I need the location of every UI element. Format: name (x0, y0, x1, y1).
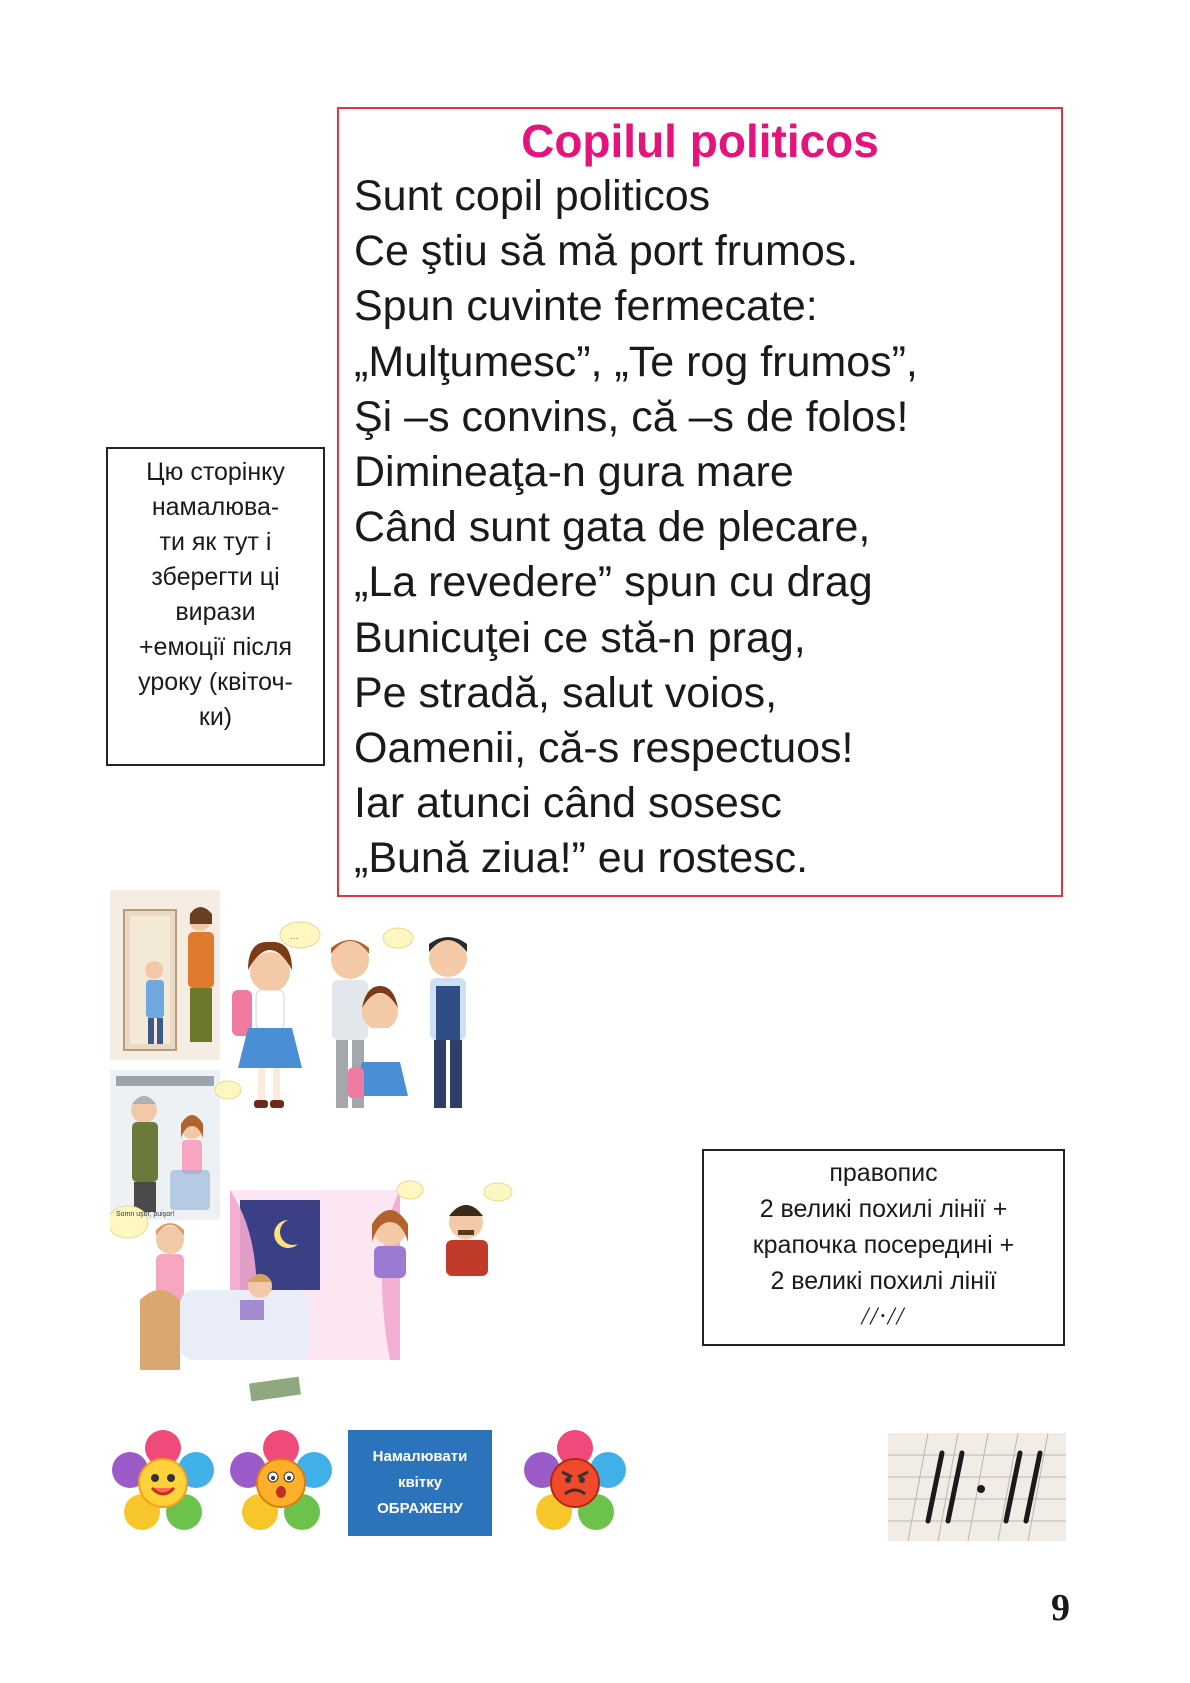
instruction-note (106, 447, 325, 766)
note-line: 2 великі похилі лінії (770, 1267, 997, 1295)
children-politeness-illustration (110, 890, 550, 1410)
poem-line: Pe stradă, salut voios, (354, 668, 778, 717)
poem-line: Când sunt gata de plecare, (354, 503, 871, 552)
surprised-flower-icon (228, 1430, 334, 1536)
note-line: 2 великі похилі лінії + (759, 1195, 1008, 1223)
poem-line: „La revedere” spun cu drag (354, 558, 873, 607)
draw-box-line: Намалювати (372, 1448, 468, 1465)
note-line: зберегти ці (151, 563, 280, 591)
poem-line: Sunt copil politicos (354, 172, 711, 220)
note-line: намалюва- (151, 493, 280, 521)
note-line: правопис (829, 1159, 938, 1187)
angry-flower-icon (522, 1430, 628, 1536)
draw-offended-flower-box (348, 1430, 492, 1536)
note-line: +емоції після (138, 633, 293, 661)
page-number: 9 (1051, 1587, 1070, 1629)
poem-line: Oamenii, că-s respectuos! (354, 724, 854, 773)
doorway-scene (110, 890, 220, 1060)
bubble-text: Somn uşor, puişor! (116, 1211, 175, 1218)
draw-box-line: квітку (397, 1474, 443, 1491)
note-line: крапочка посередині + (752, 1231, 1015, 1259)
note-line: ки) (198, 703, 233, 731)
note-line: уроку (квіточ- (138, 668, 293, 696)
poem-line: Spun cuvinte fermecate: (354, 282, 818, 331)
poem-line: Ce ştiu să mă port frumos. (354, 227, 859, 276)
poem-line: Iar atunci când sosesc (354, 779, 782, 828)
quote-glyph-sample: //·// (861, 1303, 906, 1330)
happy-flower-icon (110, 1430, 216, 1536)
note-line: Цю сторінку (146, 458, 285, 486)
spelling-note (702, 1149, 1065, 1346)
poem-line: „Bună ziua!” eu rostesc. (354, 834, 809, 883)
poem-line: Bunicuţei ce stă-n prag, (354, 613, 806, 662)
handwritten-quote-sample (888, 1433, 1066, 1541)
svg-text:...: ... (290, 931, 299, 942)
grandmother-scene (110, 1070, 241, 1220)
greeting-children-scene (232, 922, 467, 1108)
note-line: вирази (175, 598, 256, 626)
draw-box-line: ОБРАЖЕНУ (377, 1500, 463, 1517)
note-line: ти як тут і (159, 528, 272, 556)
poem-line: Dimineaţa-n gura mare (354, 448, 794, 497)
poem-line: Şi –s convins, că –s de folos! (354, 392, 909, 441)
poem-box (337, 107, 1063, 897)
bedtime-scene (110, 1190, 400, 1401)
poem-line: „Mulţumesc”, „Te rog frumos”, (354, 337, 918, 386)
poem-title: Copilul politicos (521, 115, 879, 167)
